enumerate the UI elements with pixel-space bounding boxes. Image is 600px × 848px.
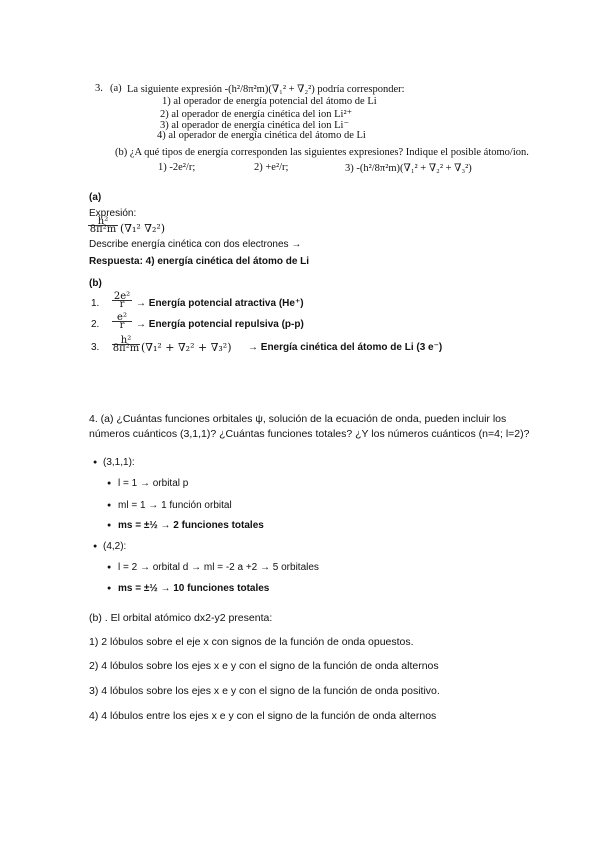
- q3-option-3: 3) al operador de energía cinética del ion Li⁻: [160, 120, 350, 131]
- q4-group-2-label: (4,2):: [103, 541, 127, 552]
- q4-line-2: números cuánticos (3,1,1)? ¿Cuántas funciones totales? ¿Y los números cuánticos (n=4; l=2)?: [89, 428, 530, 440]
- q3-part-a-label: (a): [110, 83, 122, 94]
- bullet-dot-icon: ●: [93, 459, 98, 466]
- q4-group-1-label: (3,1,1):: [103, 457, 135, 468]
- answer-b-item-1-frac-den: r: [112, 300, 132, 308]
- bullet-dot-icon: ●: [107, 522, 112, 529]
- q3-option-2: 2) al operador de energía cinética del ion Li²⁺: [160, 109, 353, 120]
- q3-option-4: 4) al operador de energía cinética del átomo de Li: [157, 130, 366, 141]
- q4-group-2-item-2: ms = ±½ → 10 funciones totales: [118, 583, 270, 594]
- answer-b-item-2-text: → Energía potencial repulsiva (p-p): [136, 319, 304, 330]
- q3-part-b-text: (b) ¿A qué tipos de energía corresponden las siguientes expresiones? Indique el posible átomo/ion.: [115, 147, 529, 158]
- answer-a-description: Describe energía cinética con dos electrones →: [89, 239, 302, 250]
- q4-group-1-item-1: l = 1 → orbital p: [118, 478, 189, 489]
- q3-number: 3.: [95, 83, 103, 94]
- q4-option-2: 2) 4 lóbulos sobre los ejes x e y con el signo de la función de onda alternos: [89, 660, 439, 672]
- answer-b-item-1-fraction: [112, 293, 132, 308]
- q3-option-1: 1) al operador de energía potencial del átomo de Li: [162, 96, 377, 107]
- answer-b-item-1-frac-num: 2e²: [113, 291, 131, 302]
- answer-b-item-2-frac-num: e²: [117, 312, 127, 323]
- answer-b-item-3-math: (∇₁² + ∇₂² + ∇₃²): [141, 341, 232, 354]
- q3-part-a-text: La siguiente expresión -(h²/8π²m)(∇₁² + ∇₂²) podría corresponder:: [127, 84, 405, 95]
- answer-a-response: Respuesta: 4) energía cinética del átomo de Li: [89, 256, 310, 267]
- answer-a-frac-num: h²: [97, 216, 109, 227]
- answer-b-item-3-text: → Energía cinética del átomo de Li (3 e⁻): [248, 342, 443, 353]
- q4-line-1: 4. (a) ¿Cuántas funciones orbitales ψ, solución de la ecuación de onda, pueden incluir los: [89, 413, 507, 425]
- answer-b-item-3-frac-num: h²: [120, 335, 132, 346]
- answer-a-frac-den: 8π²m: [89, 224, 117, 235]
- q4-option-4: 4) 4 lóbulos entre los ejes x e y con el signo de la función de onda alternos: [89, 710, 437, 722]
- q3-part-b-item-1: 1) -2e²/r;: [158, 162, 196, 173]
- answer-b-item-2-fraction: [112, 314, 132, 329]
- bullet-dot-icon: ●: [107, 480, 112, 487]
- q4-group-1-item-3: ms = ±½ → 2 funciones totales: [118, 520, 264, 531]
- bullet-dot-icon: ●: [107, 502, 112, 509]
- q3-part-b-item-3: 3) -(h²/8π²m)(∇₁² + ∇₂² + ∇₃²): [345, 163, 472, 174]
- bullet-dot-icon: ●: [107, 564, 112, 571]
- q4-group-1-item-2: ml = 1 → 1 función orbital: [118, 500, 232, 511]
- bullet-dot-icon: ●: [107, 585, 112, 592]
- q4-part-b: (b) . El orbital atómico dx2-y2 presenta:: [89, 612, 273, 624]
- answer-b-item-2-frac-den: r: [112, 321, 132, 329]
- answer-a-heading: (a): [89, 192, 102, 203]
- answer-a-expression-label: Expresión:: [89, 208, 137, 219]
- q4-group-2-item-1: l = 2 → orbital d → ml = -2 a +2 → 5 orbitales: [118, 562, 319, 573]
- answer-b-item-3-frac-den: 8π²m: [112, 343, 140, 354]
- answer-a-fraction: [88, 216, 118, 235]
- q4-option-1: 1) 2 lóbulos sobre el eje x con signos de la función de onda opuestos.: [89, 636, 414, 648]
- q4-option-3: 3) 4 lóbulos sobre los ejes x e y con el signo de la función de onda positivo.: [89, 685, 440, 697]
- bullet-dot-icon: ●: [93, 543, 98, 550]
- answer-b-item-3-num: 3.: [91, 342, 100, 353]
- answer-b-item-3-fraction: [112, 337, 140, 352]
- answer-b-item-2-num: 2.: [91, 319, 100, 330]
- answer-b-item-1-text: → Energía potencial atractiva (He⁺): [136, 298, 304, 309]
- q3-part-b-item-2: 2) +e²/r;: [254, 162, 289, 173]
- answer-b-heading: (b): [89, 278, 102, 289]
- answer-b-item-1-num: 1.: [91, 298, 100, 309]
- answer-a-expression: (∇₁² ∇₂²): [120, 222, 166, 235]
